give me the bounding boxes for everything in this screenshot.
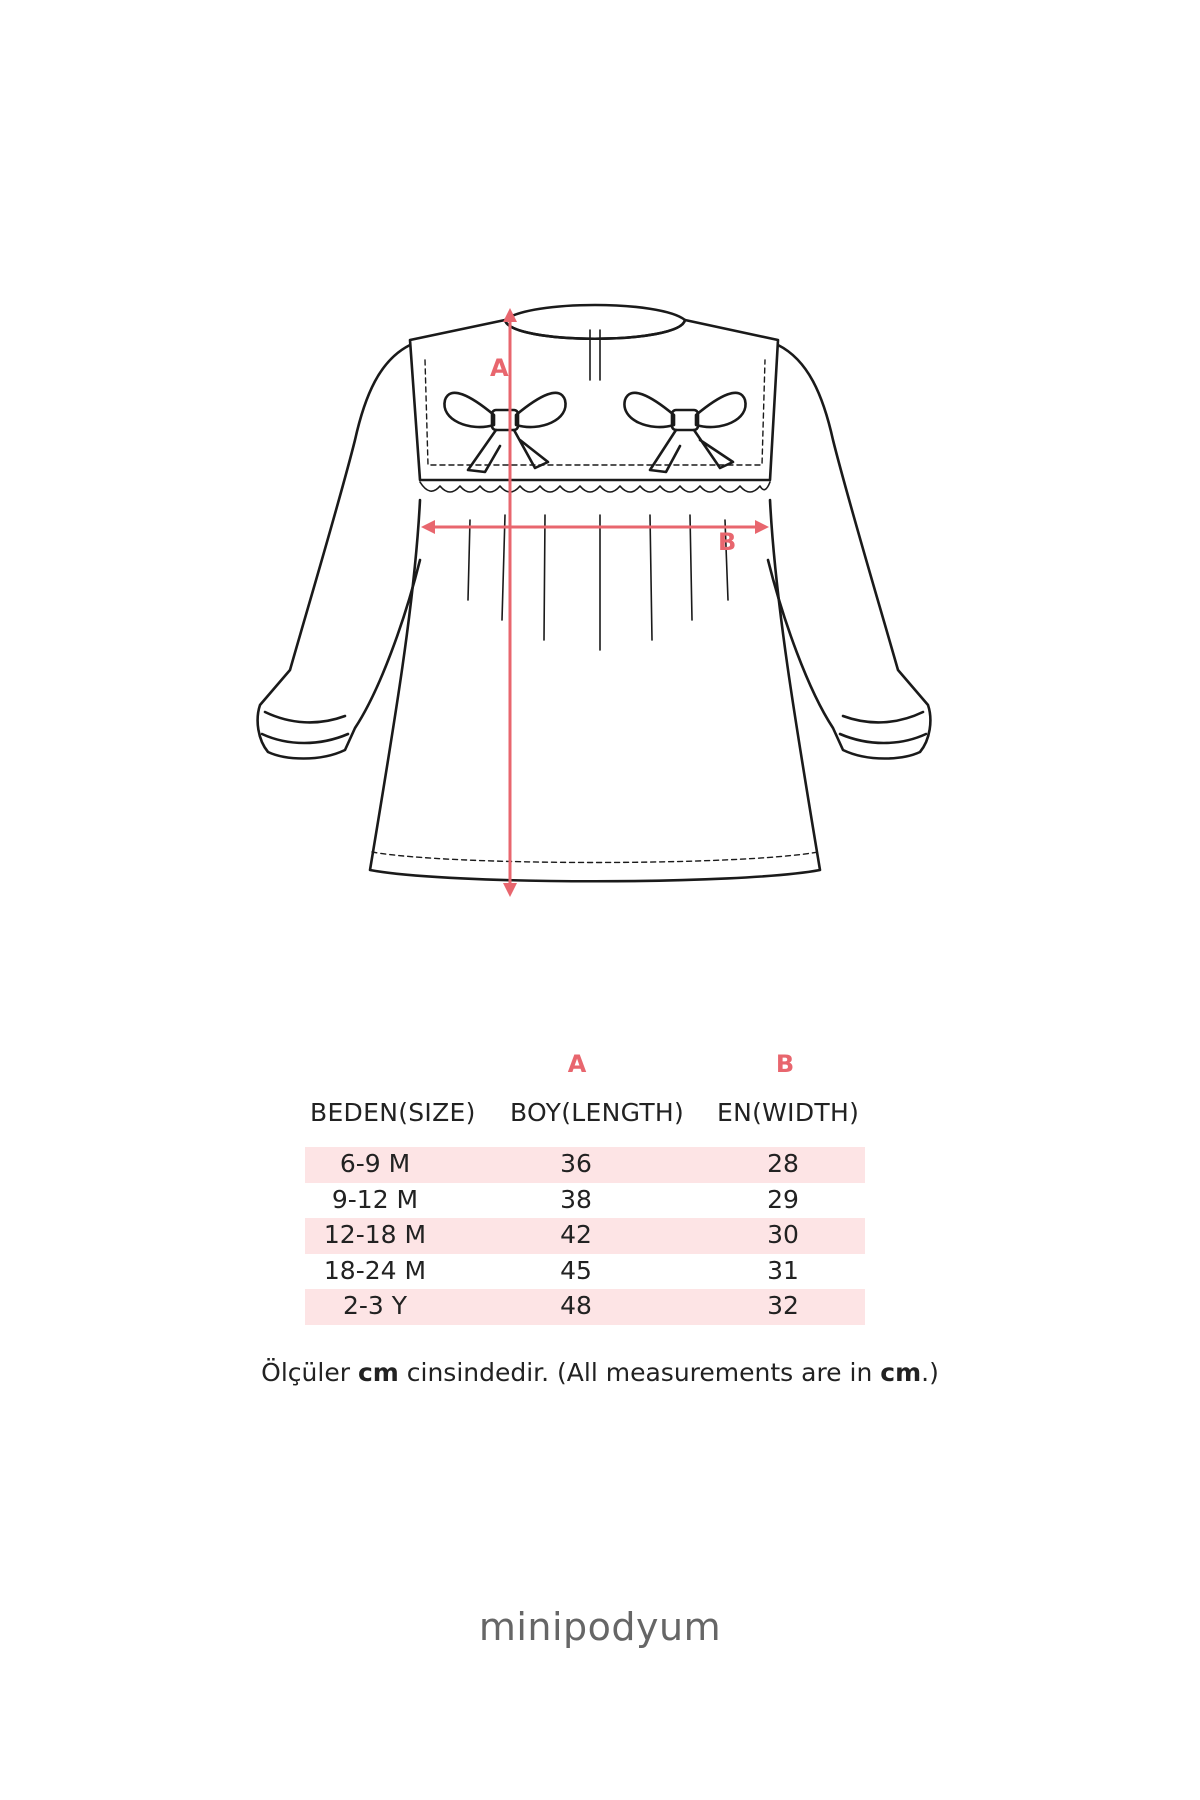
table-row [305,1289,865,1325]
cell-width: 30 [767,1220,799,1249]
table-row [305,1218,865,1254]
header-length: BOY(LENGTH) [510,1098,685,1127]
brand-logo: minipodyum [478,1605,722,1649]
header-size: BEDEN(SIZE) [310,1098,476,1127]
col-letter-b: B [775,1050,795,1078]
table-row [305,1147,865,1183]
note-suffix: .) [921,1358,939,1387]
right-bow-icon [624,393,745,472]
size-table-header [0,1098,1200,1134]
cell-size: 9-12 M [331,1184,419,1214]
left-sleeve [258,345,420,759]
lace-trim [420,482,770,492]
note-prefix: Ölçüler [261,1358,358,1387]
cell-length: 45 [560,1255,592,1285]
measurement-note [0,1358,1200,1387]
cell-length: 36 [560,1149,592,1178]
cell-width: 32 [767,1291,799,1320]
note-middle: cinsindedir. (All measurements are in [398,1358,881,1387]
cell-width: 28 [767,1149,799,1178]
diagram-label-b: B [718,528,737,556]
note-unit-2: cm [880,1358,922,1387]
cell-size: 6-9 M [339,1149,411,1178]
cell-size: 2-3 Y [342,1291,408,1320]
dress-body [370,500,820,881]
size-table [305,1147,865,1325]
cell-width: 31 [767,1255,799,1285]
left-bow-icon [444,393,565,472]
cell-length: 48 [560,1291,592,1320]
column-letters [0,1050,1200,1080]
cell-length: 38 [560,1184,592,1214]
cell-size: 18-24 M [323,1255,427,1285]
col-letter-a: A [567,1050,587,1078]
cell-length: 42 [560,1220,592,1249]
diagram-label-a: A [490,354,509,382]
note-unit-1: cm [357,1358,399,1387]
header-width: EN(WIDTH) [717,1098,860,1127]
table-row [305,1183,865,1219]
cell-size: 12-18 M [323,1220,427,1249]
table-row [305,1254,865,1290]
cell-width: 29 [767,1184,799,1214]
